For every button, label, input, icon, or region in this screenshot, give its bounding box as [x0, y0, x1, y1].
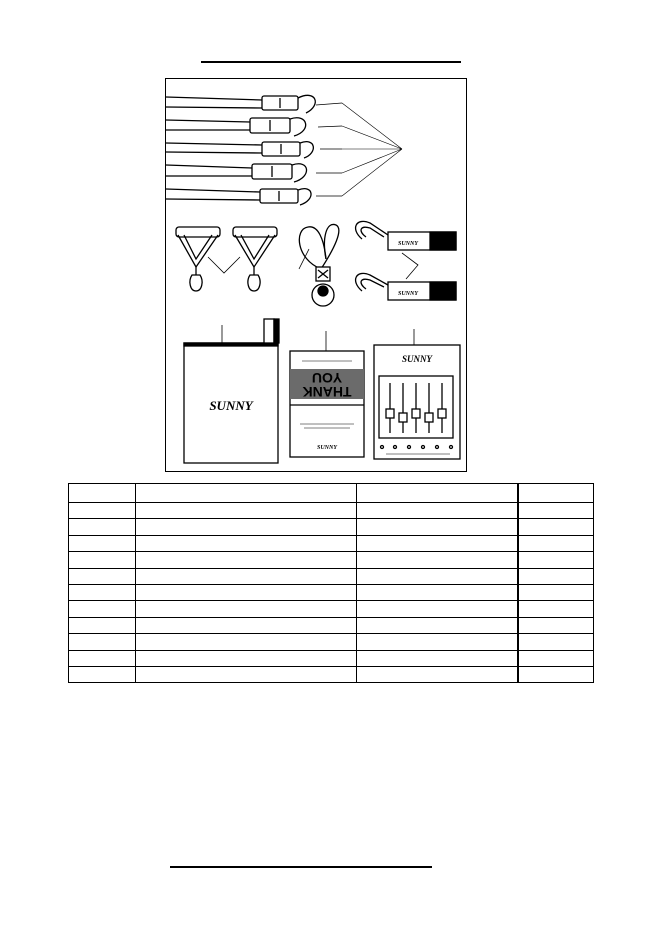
table-row [69, 601, 594, 617]
table-cell [69, 484, 136, 503]
resistance-band-2-icon [166, 118, 306, 136]
table-cell [69, 584, 136, 600]
table-cell [136, 519, 357, 535]
table-cell [136, 601, 357, 617]
table-cell [518, 601, 594, 617]
table-cell [69, 617, 136, 633]
table-cell [69, 634, 136, 650]
table-row [69, 666, 594, 682]
table-row [69, 535, 594, 551]
table-row [69, 634, 594, 650]
ankle-strap-icon [299, 224, 339, 306]
table-cell [136, 650, 357, 666]
logo-brochure-text: SUNNY [316, 445, 338, 451]
logo-package-text: SUNNY [401, 354, 433, 364]
parts-table [68, 483, 594, 683]
table-cell [357, 634, 518, 650]
table-cell [69, 519, 136, 535]
table-cell [136, 617, 357, 633]
resistance-band-5-icon [166, 189, 311, 205]
table-cell [136, 634, 357, 650]
table-cell [518, 634, 594, 650]
resistance-band-1-icon [166, 95, 315, 113]
title-rule [201, 61, 461, 63]
table-row [69, 519, 594, 535]
table-cell [357, 584, 518, 600]
table-cell [136, 503, 357, 519]
table-cell [69, 650, 136, 666]
carry-bag-icon [184, 319, 279, 463]
resistance-band-4-icon [166, 164, 307, 182]
handle-left-icon [176, 227, 220, 291]
table-cell [518, 503, 594, 519]
table-row [69, 584, 594, 600]
table-cell [357, 650, 518, 666]
table-row [69, 617, 594, 633]
table-cell [136, 584, 357, 600]
table-row [69, 650, 594, 666]
table-cell [69, 552, 136, 568]
table-cell [518, 568, 594, 584]
table-cell [518, 552, 594, 568]
table-row [69, 503, 594, 519]
table-cell [357, 617, 518, 633]
you-text: YOU [311, 370, 343, 386]
resistance-band-3-icon [166, 142, 313, 158]
parts-illustration [165, 78, 467, 472]
table-cell [69, 666, 136, 682]
table-row [69, 568, 594, 584]
logo-clip-text-2: SUNNY [397, 291, 419, 297]
table-cell [518, 535, 594, 551]
table-cell [69, 535, 136, 551]
handle-right-icon [233, 227, 277, 291]
parts-drawing [166, 79, 468, 473]
table-row [69, 552, 594, 568]
thank-text: THANK [302, 384, 352, 400]
logo-clip-text: SUNNY [397, 241, 419, 247]
table-cell [518, 666, 594, 682]
table-cell [136, 484, 357, 503]
table-cell [518, 519, 594, 535]
logo-box-text: SUNNY [209, 398, 253, 413]
table-cell [357, 568, 518, 584]
table-cell [136, 568, 357, 584]
table-cell [357, 535, 518, 551]
table-cell [518, 650, 594, 666]
table-cell [357, 503, 518, 519]
footer-rule [170, 866, 432, 868]
table-cell [357, 484, 518, 503]
table-cell [357, 519, 518, 535]
table-cell [136, 552, 357, 568]
table-cell [69, 601, 136, 617]
table-cell [518, 484, 594, 503]
table-cell [518, 584, 594, 600]
thank-you-brochure-icon [290, 351, 364, 457]
table-cell [357, 666, 518, 682]
parts-table-body [69, 484, 594, 683]
table-cell [69, 568, 136, 584]
table-cell [518, 617, 594, 633]
table-cell [357, 601, 518, 617]
table-cell [357, 552, 518, 568]
table-cell [69, 503, 136, 519]
table-cell [136, 535, 357, 551]
table-cell [136, 666, 357, 682]
table-header-row [69, 484, 594, 503]
